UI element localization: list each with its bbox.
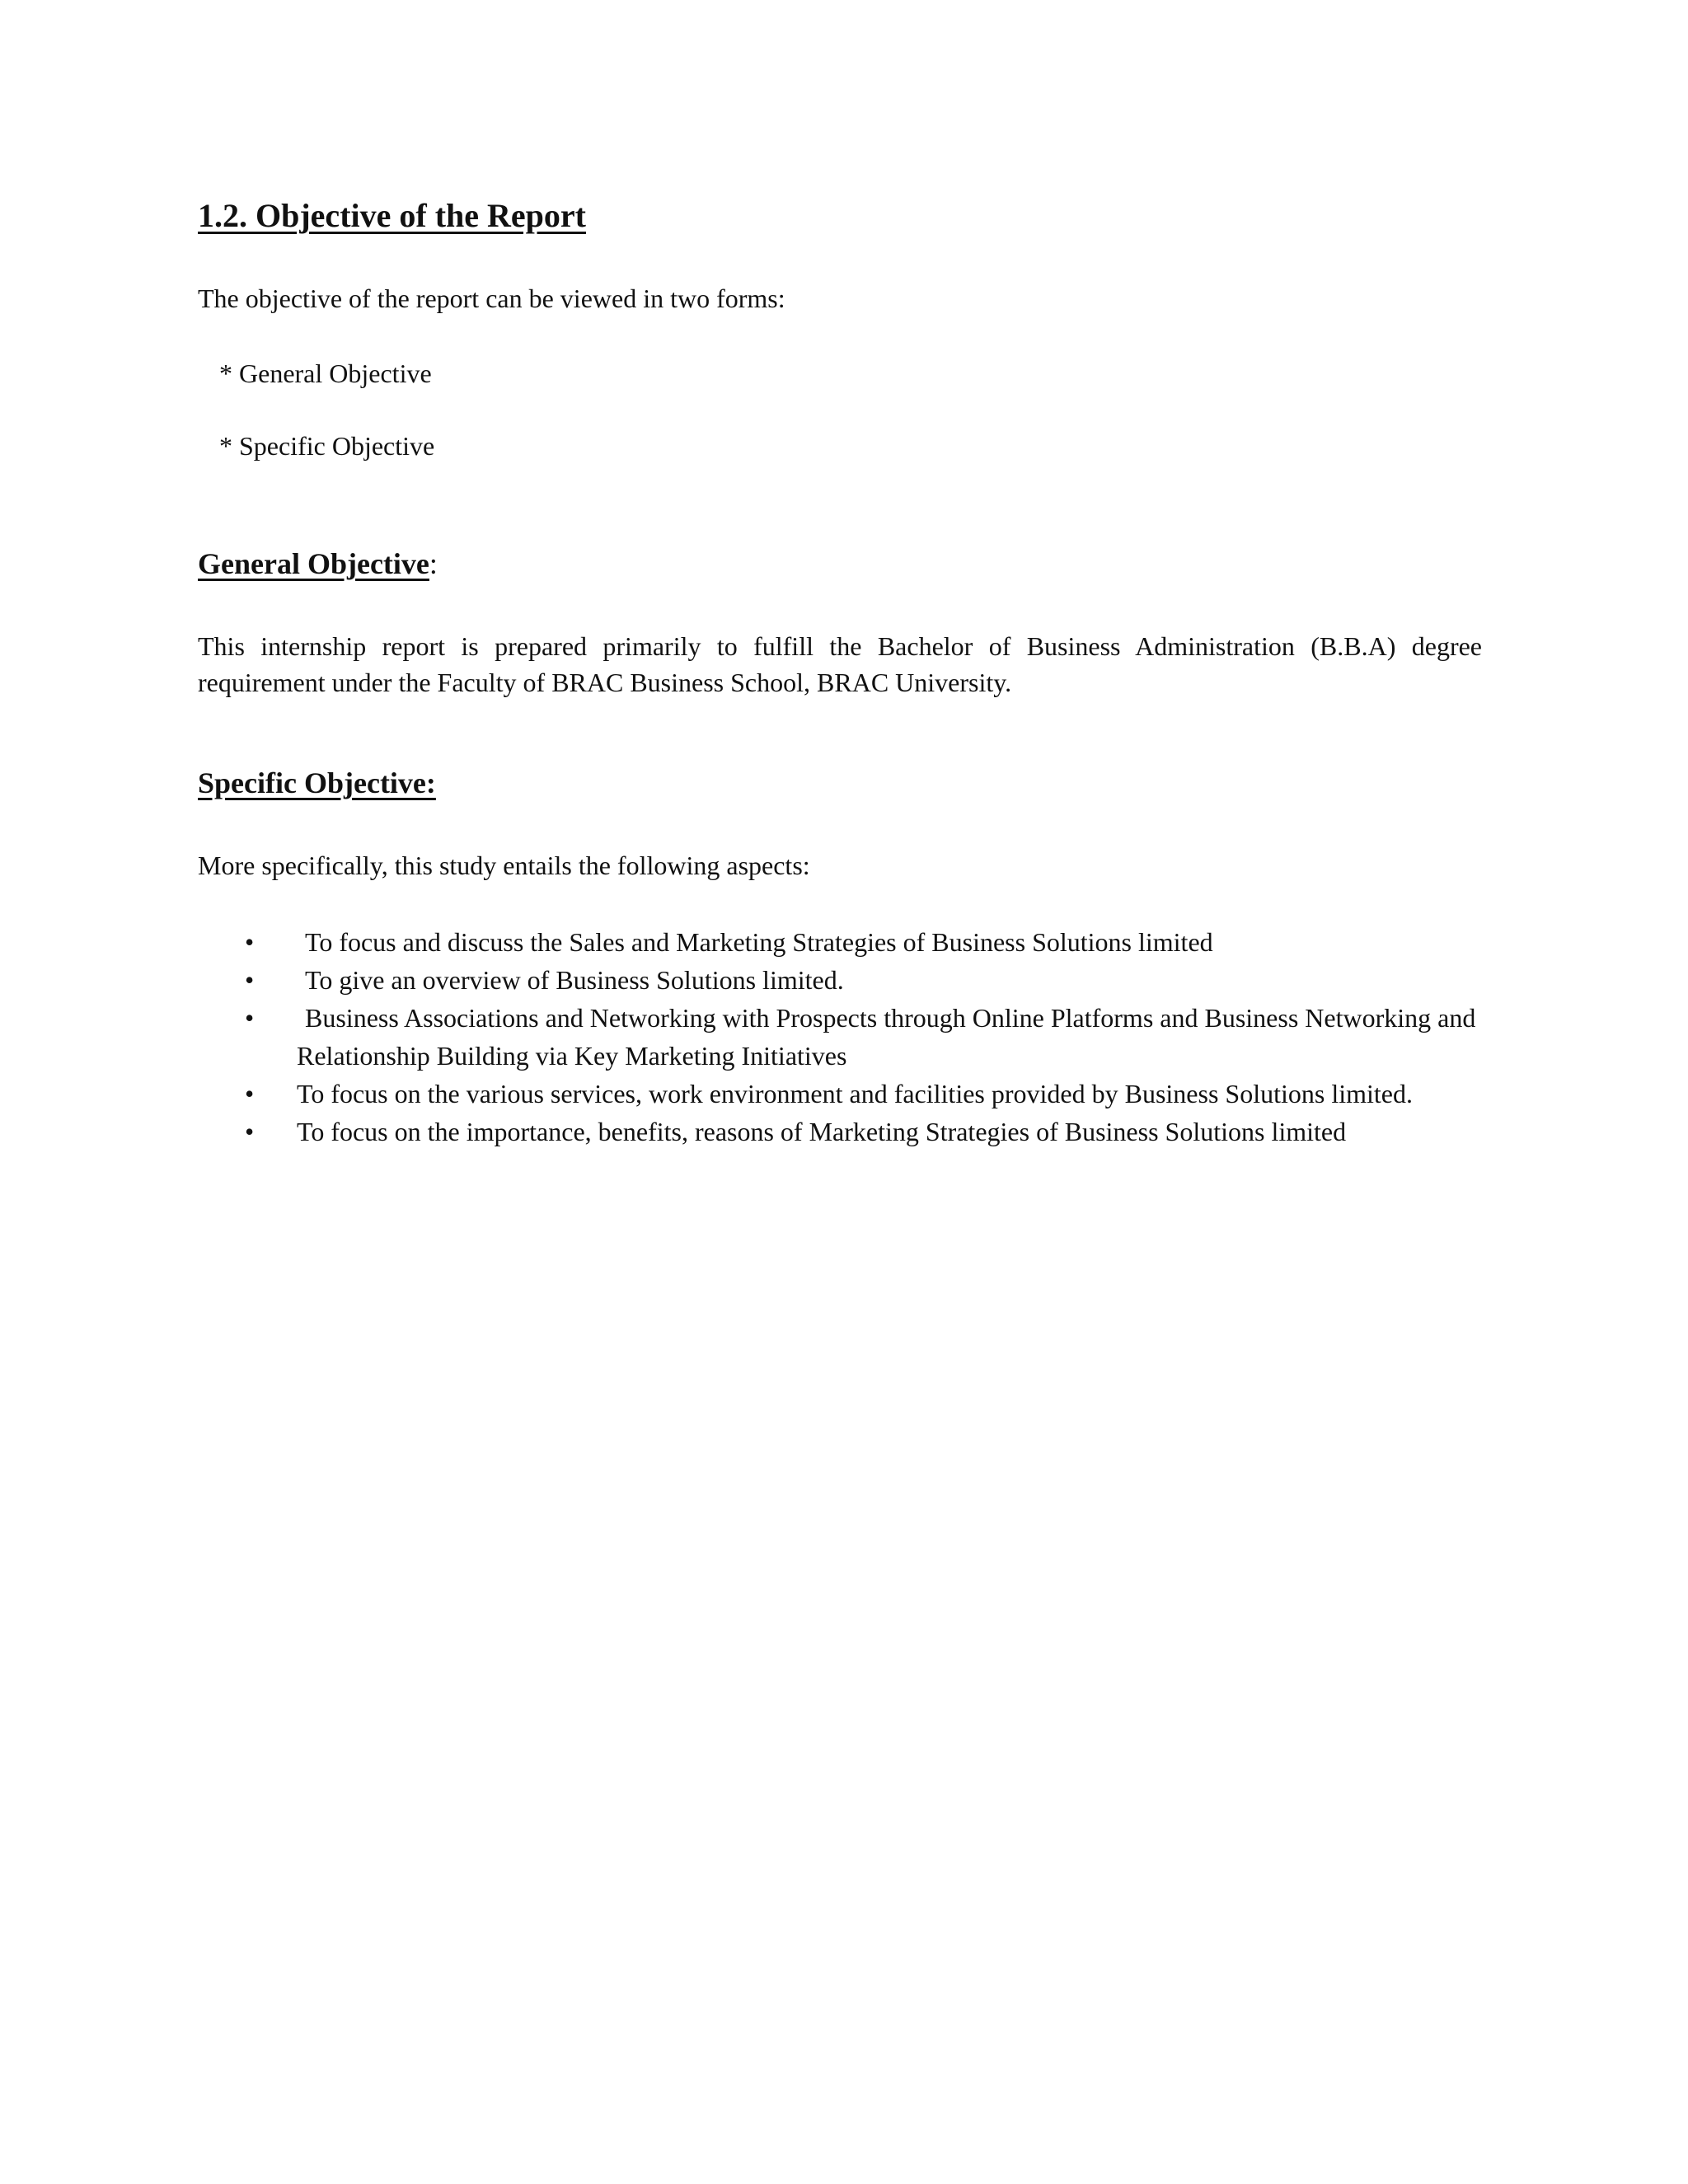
list-item bbox=[198, 923, 1482, 961]
specific-objective-title: Specific Objective: bbox=[198, 766, 436, 799]
list-item-text: To focus and discuss the Sales and Marketing Strategies of Business Solutions limited bbox=[305, 927, 1213, 957]
form-item-general: * General Objective bbox=[219, 359, 432, 388]
bullet-icon: • bbox=[245, 1003, 255, 1033]
specific-objective-intro: More specifically, this study entails the following aspects: bbox=[198, 851, 810, 880]
general-objective-text: This internship report is prepared primarily to fulfill the Bachelor of Business Administration (B.B.A) degree requirement under the Faculty of BRAC Business School, BRAC University. bbox=[198, 631, 1482, 697]
general-objective-heading bbox=[198, 546, 438, 581]
list-item bbox=[198, 999, 1482, 1075]
bullet-icon: • bbox=[245, 1117, 255, 1146]
specific-objective-list bbox=[198, 923, 1482, 1151]
section-heading: 1.2. Objective of the Report bbox=[198, 197, 586, 234]
general-objective-colon: : bbox=[429, 547, 438, 580]
list-item bbox=[198, 1113, 1482, 1151]
list-item-text: To focus on the various services, work environment and facilities provided by Business Solutions limited. bbox=[297, 1079, 1413, 1108]
bullet-icon: • bbox=[245, 965, 255, 995]
form-item-specific: * Specific Objective bbox=[219, 431, 435, 461]
list-item bbox=[198, 1075, 1482, 1113]
bullet-icon: • bbox=[245, 1079, 255, 1108]
general-objective-title: General Objective bbox=[198, 547, 429, 580]
bullet-icon: • bbox=[245, 927, 255, 957]
list-item-text: Business Associations and Networking with Prospects through Online Platforms and Business Networking and Relationship Building via Key Marketing Initiatives bbox=[297, 1003, 1476, 1071]
specific-objective-heading bbox=[198, 766, 436, 800]
list-item bbox=[198, 961, 1482, 999]
intro-text: The objective of the report can be viewed in two forms: bbox=[198, 284, 785, 313]
list-item-text: To focus on the importance, benefits, reasons of Marketing Strategies of Business Solutions limited bbox=[297, 1117, 1347, 1146]
list-item-text: To give an overview of Business Solutions limited. bbox=[305, 965, 844, 995]
